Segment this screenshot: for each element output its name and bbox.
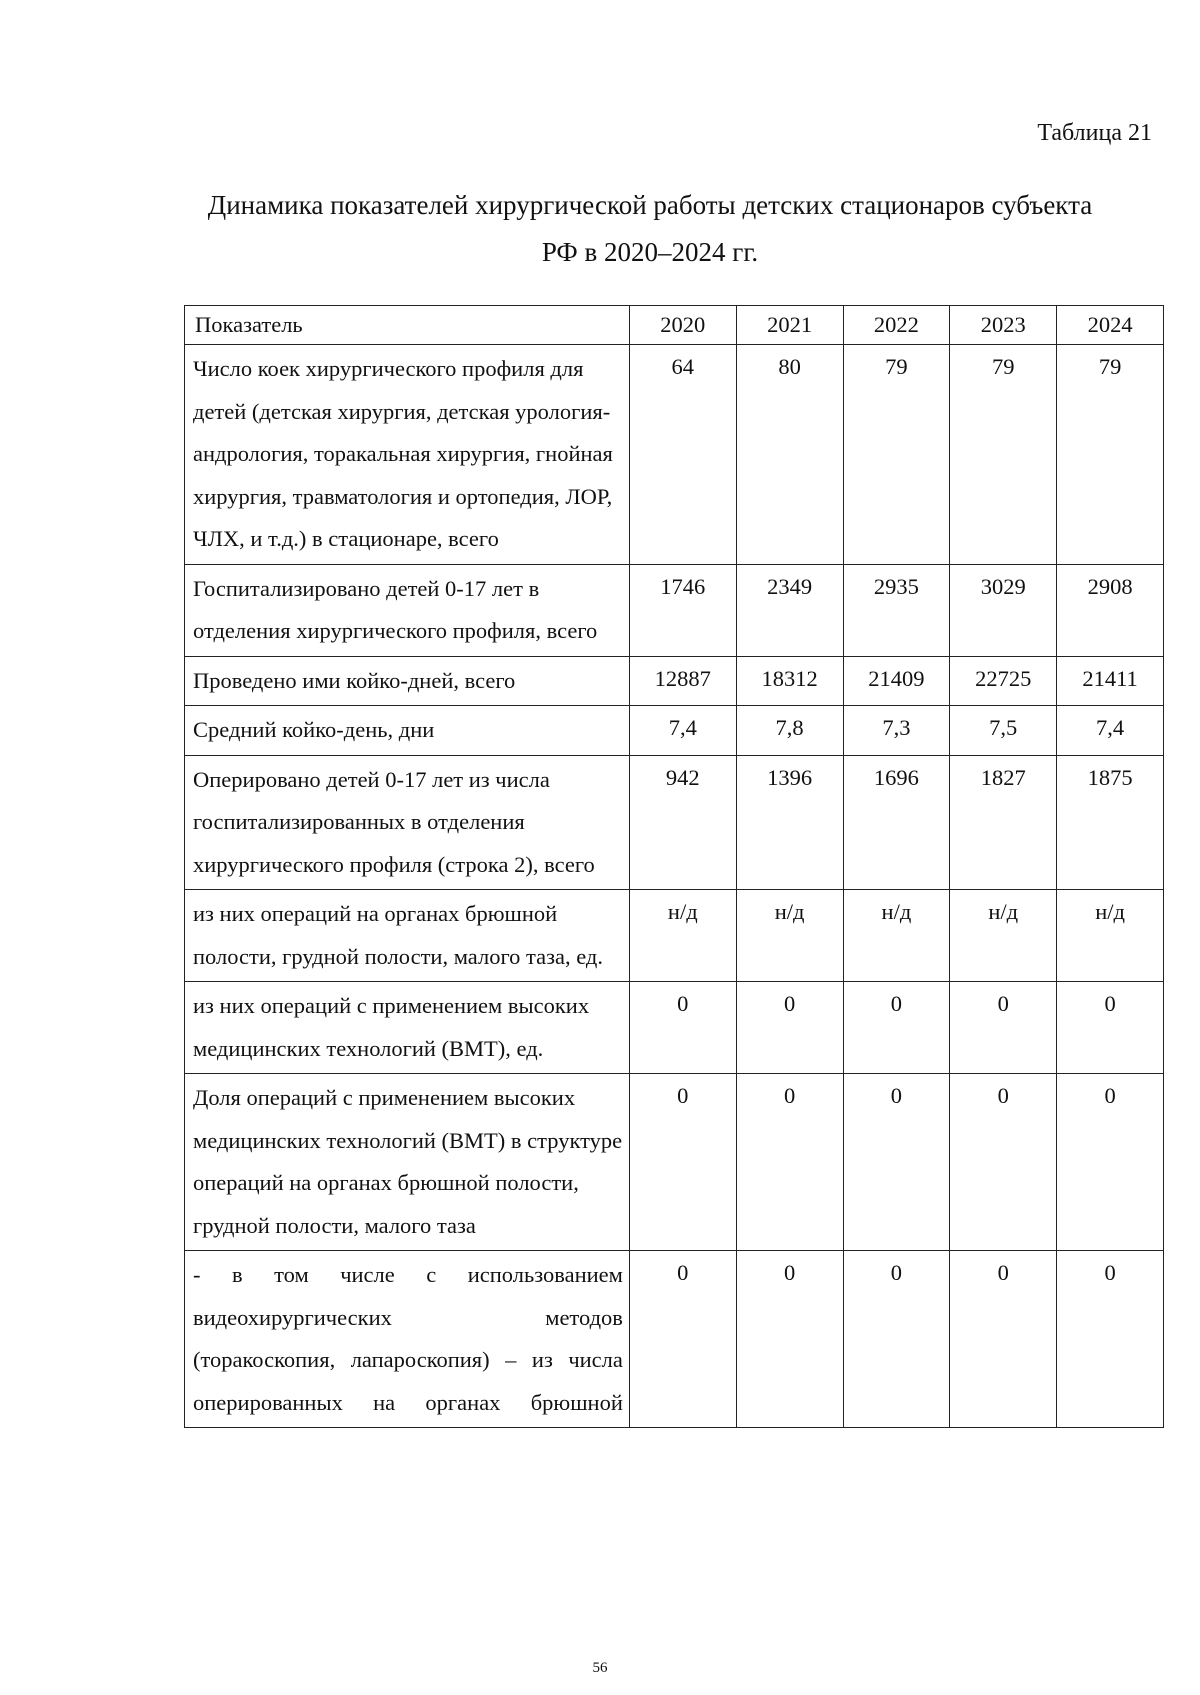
table-row [185,1074,1164,1251]
table-cell: 7,4 [629,706,736,756]
header-indicator: Показатель [185,306,630,345]
table-cell: 79 [1057,345,1164,565]
table-cell: 0 [950,982,1057,1074]
table-cell: 22725 [950,656,1057,706]
row-label-line: операций на органах брюшной полости, грудной полости, малого таза [193,1170,579,1238]
table-cell: 21411 [1057,656,1164,706]
table-cell: 3029 [950,564,1057,656]
table-row [185,564,1164,656]
table-cell: 0 [629,1074,736,1251]
table-cell: 0 [736,1074,843,1251]
header-year: 2023 [950,306,1057,345]
table-row [185,656,1164,706]
table-cell: 21409 [843,656,950,706]
title-line-2: РФ в 2020–2024 гг. [541,237,759,267]
indicators-table [184,305,1164,1428]
table-cell: 1746 [629,564,736,656]
row-label: Средний койко-день, дни [185,706,630,756]
table-number: Таблица 21 [1037,120,1152,146]
table-cell: 0 [843,1251,950,1428]
table-cell: 7,8 [736,706,843,756]
table-cell: 0 [629,982,736,1074]
table-cell: 0 [1057,1074,1164,1251]
table-cell: н/д [1057,890,1164,982]
table-cell: 64 [629,345,736,565]
table-cell: 1696 [843,755,950,890]
row-label: Число коек хирургического профиля для детей (детская хирургия, детская урология- андрология, торакальная хирургия, гнойная хирургия, травматология и ортопедия, ЛОР, ЧЛХ, и т.д.) в стационаре, всего [185,345,630,565]
table-cell: 1396 [736,755,843,890]
row-label: Оперировано детей 0-17 лет из числа госпитализированных в отделения хирургического профиля (строка 2), всего [185,755,630,890]
header-year: 2020 [629,306,736,345]
header-year: 2022 [843,306,950,345]
table-cell: 0 [736,1251,843,1428]
table-cell: 0 [736,982,843,1074]
table-row [185,1251,1164,1428]
table-cell: 1827 [950,755,1057,890]
table-row [185,982,1164,1074]
table-row [185,345,1164,565]
table-cell: 0 [950,1251,1057,1428]
table-cell: н/д [843,890,950,982]
table-cell: 2349 [736,564,843,656]
row-label: Проведено ими койко-дней, всего [185,656,630,706]
title-line-1: Динамика показателей хирургической работы детских стационаров субъекта [207,190,1093,220]
row-label: из них операций с применением высоких медицинских технологий (ВМТ), ед. [185,982,630,1074]
table-cell: 12887 [629,656,736,706]
table-cell: н/д [950,890,1057,982]
table-row [185,890,1164,982]
table-cell: 0 [843,982,950,1074]
table-cell: 0 [1057,982,1164,1074]
table-cell: н/д [736,890,843,982]
table-cell: 1875 [1057,755,1164,890]
header-year: 2021 [736,306,843,345]
page-number: 56 [592,1660,608,1676]
table-cell: н/д [629,890,736,982]
table-cell: 7,4 [1057,706,1164,756]
table-header-row [185,306,1164,345]
table-cell: 0 [843,1074,950,1251]
row-label [185,1074,630,1251]
table-cell: 942 [629,755,736,890]
table-cell: 79 [950,345,1057,565]
table-cell: 7,5 [950,706,1057,756]
row-label: Госпитализировано детей 0-17 лет в отделения хирургического профиля, всего [185,564,630,656]
table-cell: 80 [736,345,843,565]
row-label: из них операций на органах брюшной полости, грудной полости, малого таза, ед. [185,890,630,982]
row-label: - в том числе с использованием видеохирургических методов (торакоскопия, лапароскопия) – из числа оперированных на органах брюшной [185,1251,630,1428]
table-cell: 18312 [736,656,843,706]
table-cell: 2935 [843,564,950,656]
table-cell: 7,3 [843,706,950,756]
table-cell: 0 [629,1251,736,1428]
header-year: 2024 [1057,306,1164,345]
row-label-line: Доля операций с применением высоких медицинских технологий (ВМТ) в структуре [193,1085,623,1153]
page-title [150,182,1150,276]
table-cell: 0 [950,1074,1057,1251]
table-row [185,706,1164,756]
table-cell: 79 [843,345,950,565]
table-cell: 0 [1057,1251,1164,1428]
table-cell: 2908 [1057,564,1164,656]
table-row [185,755,1164,890]
